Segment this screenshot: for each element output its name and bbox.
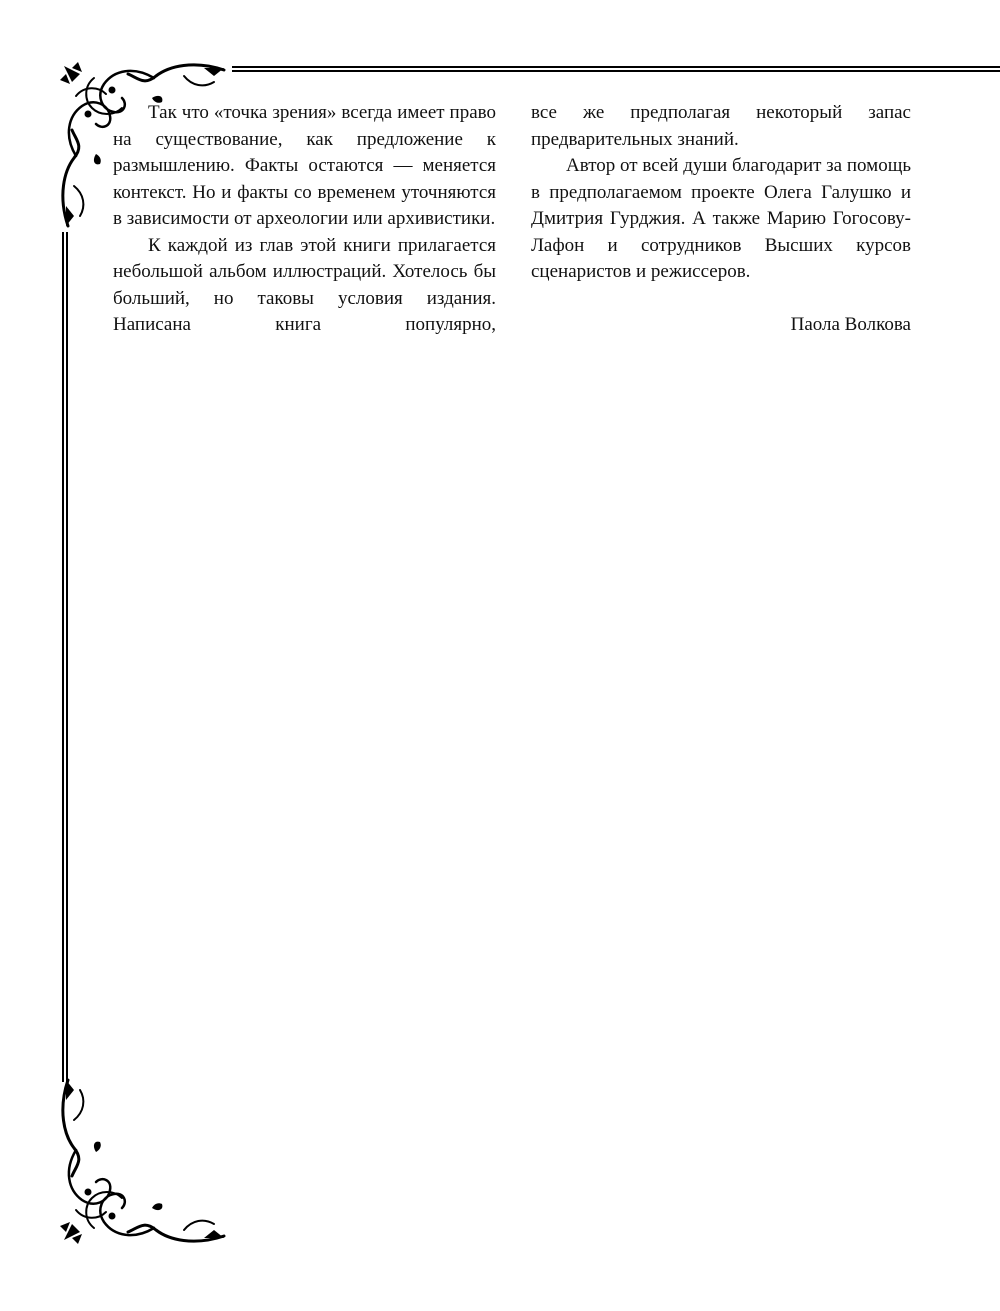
frame-left-rule — [62, 232, 68, 1082]
paragraph-illustrations: К каждой из глав этой книги прилагается небольшой альбом иллюстраций. Хотелось бы больший, но таковы условия издания. Написана книга популярно, — [113, 234, 496, 335]
author-signature: Паола Волкова — [790, 313, 911, 335]
paragraph-prior-knowledge: все же предполагая некоторый запас предварительных знаний. — [531, 102, 911, 150]
corner-flourish-icon — [54, 1070, 234, 1250]
paragraph-point-of-view: Так что «точка зрения» всегда имеет право на существование, как предложение к размышлению. Факты остаются — меняется контекст. Но и факты со временем уточняются в зависимости от археологии или архивистики. — [113, 102, 496, 229]
left-text-column — [113, 100, 496, 339]
paragraph-acknowledgements: Автор от всей души благодарит за помощь в предполагаемом проекте Олега Галушко и Дмитрия Гурджия. А также Марию Гогосову-Лафон и сотрудников Высших курсов сценаристов и режиссеров. — [531, 155, 911, 282]
frame-top-rule — [232, 66, 1000, 72]
right-text-column — [531, 100, 911, 338]
